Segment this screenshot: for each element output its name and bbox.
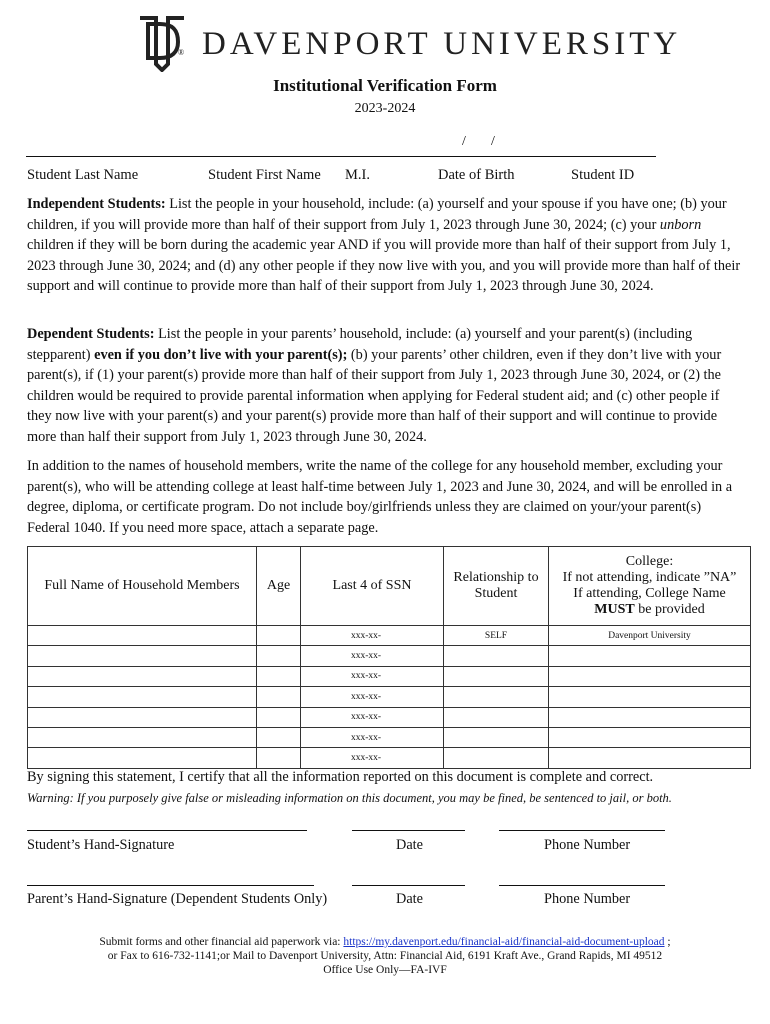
age-cell[interactable] (257, 748, 301, 768)
table-row (28, 727, 751, 747)
college-cell[interactable] (549, 707, 751, 727)
header-relationship: Relationship to Student (444, 547, 549, 626)
age-cell[interactable] (257, 707, 301, 727)
relationship-cell[interactable] (444, 727, 549, 747)
college-header-rest: be provided (634, 602, 705, 617)
student-id-label: Student ID (571, 167, 635, 183)
name-cell[interactable] (28, 748, 257, 768)
age-cell[interactable] (257, 646, 301, 666)
college-cell[interactable] (549, 646, 751, 666)
ssn-cell[interactable]: xxx-xx- (301, 727, 444, 747)
addition-paragraph: In addition to the names of household members, write the name of the college for any household member, excluding your parent(s), who will be attending college at least half-time between July 1, 2023 and June 30, 2024, and will be enrolled in a degree, diploma, or certificate program. Do not include boy/girlfriends unless they are claimed on your/your parent(s) Federal 1040. If you need more space, attach a separate page. (27, 458, 733, 536)
header-ssn: Last 4 of SSN (301, 547, 444, 626)
date-slash: / (462, 134, 466, 149)
header-full-name: Full Name of Household Members (28, 547, 257, 626)
age-cell[interactable] (257, 666, 301, 686)
college-header-line (549, 602, 750, 618)
student-first-name-label: Student First Name (208, 167, 321, 183)
ssn-cell[interactable]: xxx-xx- (301, 646, 444, 666)
ssn-cell[interactable]: xxx-xx- (301, 626, 444, 646)
ssn-cell[interactable]: xxx-xx- (301, 707, 444, 727)
ssn-cell[interactable]: xxx-xx- (301, 687, 444, 707)
independent-label: Independent Students: (27, 196, 166, 212)
footer-office-use: Office Use Only—FA-IVF (323, 964, 447, 976)
college-cell[interactable] (549, 748, 751, 768)
footer-mail-line: or Fax to 616-732-1141;or Mail to Davenport University, Attn: Financial Aid, 6191 Kraft Ave., Grand Rapids, MI 49512 (107, 950, 663, 962)
relationship-cell[interactable] (444, 646, 549, 666)
ssn-cell[interactable]: xxx-xx- (301, 748, 444, 768)
name-cell[interactable] (28, 646, 257, 666)
parent-signature-label: Parent’s Hand-Signature (Dependent Students Only) (27, 891, 328, 907)
name-cell[interactable] (28, 707, 257, 727)
date-label: Date (396, 837, 423, 853)
davenport-shield-icon (136, 16, 188, 72)
footer-text: Submit forms and other financial aid paperwork via: (99, 936, 344, 948)
college-header-line: If not attending, indicate ”NA” (562, 570, 737, 585)
footer-text: ; (664, 936, 671, 948)
table-row (28, 626, 751, 646)
dependent-label: Dependent Students: (27, 326, 155, 342)
relationship-cell[interactable]: SELF (444, 626, 549, 646)
form-title: Institutional Verification Form (273, 76, 497, 95)
registered-mark: ® (178, 48, 185, 57)
table-row (28, 687, 751, 707)
date-label: Date (396, 891, 423, 907)
phone-label: Phone Number (544, 837, 631, 853)
college-cell[interactable] (549, 666, 751, 686)
college-header-line: If attending, College Name (573, 586, 726, 601)
dependent-bold-text: even if you don’t live with your parent(s); (94, 346, 348, 363)
student-info-line[interactable] (26, 156, 656, 157)
header-age: Age (257, 547, 301, 626)
student-phone-line[interactable] (499, 830, 665, 831)
name-cell[interactable] (28, 687, 257, 707)
document-upload-link[interactable]: https://my.davenport.edu/financial-aid/financial-aid-document-upload (343, 936, 665, 948)
table-row (28, 646, 751, 666)
parent-phone-line[interactable] (499, 885, 665, 886)
table-row (28, 748, 751, 768)
date-slash: / (491, 134, 495, 149)
age-cell[interactable] (257, 687, 301, 707)
must-bold: MUST (594, 602, 635, 617)
name-cell[interactable] (28, 727, 257, 747)
college-cell[interactable] (549, 687, 751, 707)
ssn-cell[interactable]: xxx-xx- (301, 666, 444, 686)
household-members-table (27, 546, 751, 769)
dependent-text: List the people in your parents’ household, include: (a) yourself and your parent(s) (including stepparent) (27, 326, 693, 363)
university-logo (136, 16, 681, 72)
relationship-cell[interactable] (444, 748, 549, 768)
dependent-students-paragraph (27, 324, 745, 447)
student-signature-line[interactable] (27, 830, 307, 831)
warning-statement: Warning: If you purposely give false or misleading information on this document, you may be fined, be sentenced to jail, or both. (27, 791, 672, 805)
relationship-cell[interactable] (444, 687, 549, 707)
unborn-italic: unborn (659, 216, 702, 233)
college-header-line: College: (625, 554, 674, 569)
footer-submit-line (0, 935, 770, 949)
independent-students-paragraph (27, 194, 745, 297)
student-date-line[interactable] (352, 830, 465, 831)
student-last-name-label: Student Last Name (27, 167, 139, 183)
header-college (549, 547, 751, 626)
parent-signature-line[interactable] (27, 885, 314, 886)
phone-label: Phone Number (544, 891, 631, 907)
dependent-text: (b) your parents’ other children, even if they don’t live with your parent(s), if (1) your parent(s) provide more than half of their support from July 1, 2023 through June 30, 2024, or (2) the children would be required to provide parental information when applying for Federal student aid; and (c) other people if they now live with your parent(s) and your parent(s) provide more than half of their support and will continue to provide more than half their support from July 1, 2023 through June 30, 2024. (27, 346, 722, 445)
middle-initial-label: M.I. (345, 167, 370, 183)
college-cell[interactable] (549, 727, 751, 747)
academic-year: 2023-2024 (354, 101, 416, 116)
university-name: DAVENPORT UNIVERSITY (202, 26, 682, 62)
date-of-birth-label: Date of Birth (438, 167, 515, 183)
relationship-cell[interactable] (444, 666, 549, 686)
table-row (28, 707, 751, 727)
independent-text: children if they will be born during the academic year AND if you will provide more than half of their support from July 1, 2023 through June 30, 2024; and (d) any other people if they now live with you, and you will provide more than half of their support and will continue to provide more than half of their support from July 1, 2023 through June 30, 2024. (27, 237, 741, 294)
parent-date-line[interactable] (352, 885, 465, 886)
independent-text: List the people in your household, include: (a) yourself and your spouse if you have one; (b) your children, if you will provide more than half of their support from July 1, 2023 through June 30, 2024; (c) your (27, 196, 727, 233)
college-cell[interactable]: Davenport University (549, 626, 751, 646)
table-row (28, 666, 751, 686)
age-cell[interactable] (257, 727, 301, 747)
name-cell[interactable] (28, 666, 257, 686)
certification-statement: By signing this statement, I certify that all the information reported on this document is complete and correct. (27, 769, 654, 785)
name-cell[interactable] (28, 626, 257, 646)
relationship-cell[interactable] (444, 707, 549, 727)
age-cell[interactable] (257, 626, 301, 646)
student-signature-label: Student’s Hand-Signature (27, 837, 175, 853)
